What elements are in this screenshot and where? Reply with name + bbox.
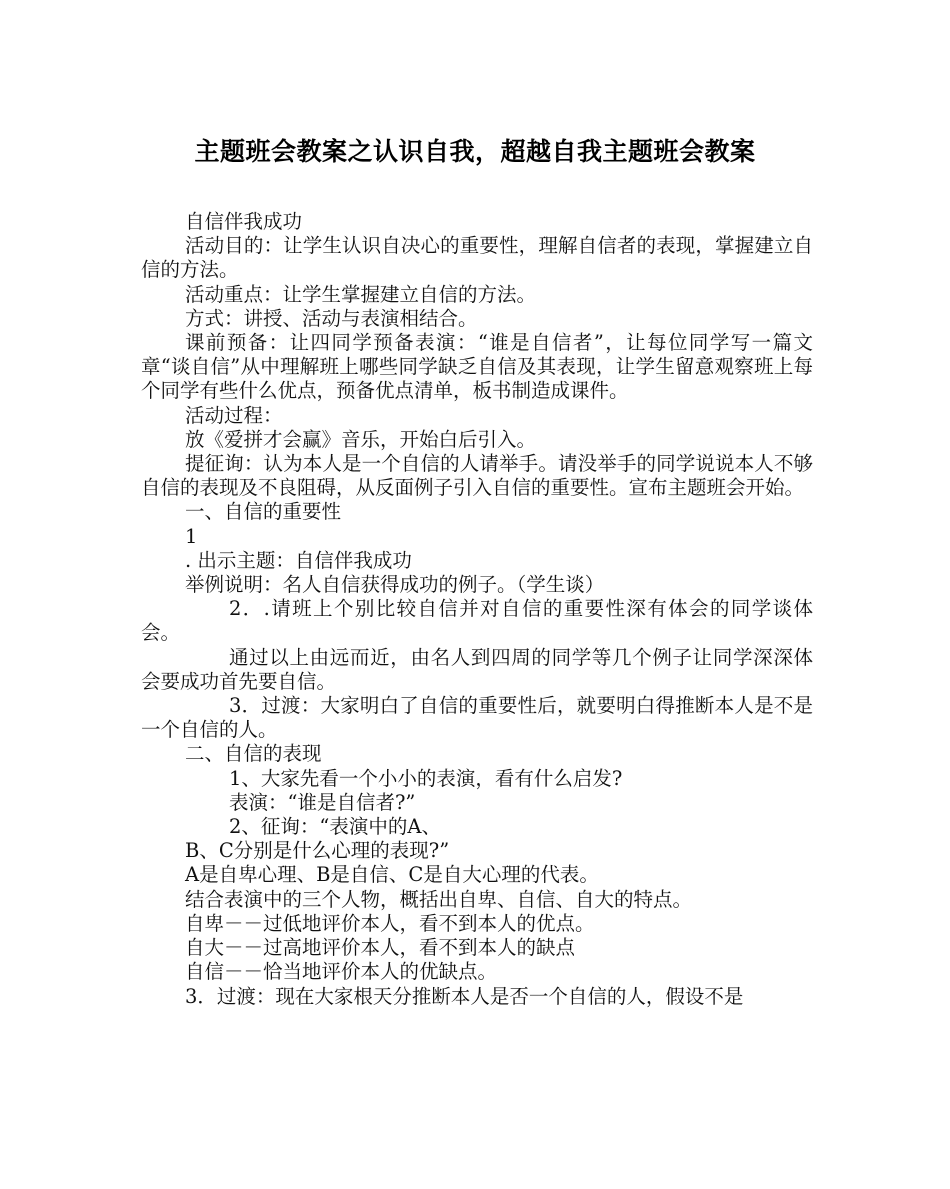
paragraph-features: 结合表演中的三个人物，概括出自卑、自信、自大的特点。 — [185, 887, 693, 911]
paragraph-music: 放《爱拼才会赢》音乐，开始白后引入。 — [185, 427, 537, 451]
paragraph-show-theme: . 出示主题：自信伴我成功 — [185, 548, 412, 572]
paragraph-question: 提征询：认为本人是一个自信的人请举手。请没举手的同学说说本人不够自信的表现及不良阻碍，从反面例子引入自信的重要性。宣布主题班会开始。 — [141, 452, 813, 500]
paragraph-transition-2: 3．过渡：现在大家根天分推断本人是否一个自信的人，假设不是 — [185, 984, 744, 1008]
paragraph-summary: 通过以上由远而近，由名人到四周的同学等几个例子让同学深深体会要成功首先要自信。 — [141, 645, 813, 693]
paragraph-abc: A是自卑心理、B是自信、C是自大心理的代表。 — [185, 863, 599, 887]
paragraph-method: 方式：讲授、活动与表演相结合。 — [185, 306, 478, 330]
paragraph-objective: 活动目的：让学生认识自决心的重要性，理解自信者的表现，掌握建立自信的方法。 — [141, 234, 813, 282]
paragraph-number-1: 1 — [185, 524, 198, 548]
document-title: 主题班会教案之认识自我，超越自我主题班会教案 — [194, 137, 756, 166]
paragraph-transition-1: 3．过渡：大家明白了自信的重要性后，就要明白得推断本人是不是一个自信的人。 — [141, 694, 813, 742]
paragraph-ask: 2、征询：“表演中的A、 — [229, 815, 441, 839]
paragraph-arrogance: 自大－－过高地评价本人，看不到本人的缺点 — [185, 936, 576, 960]
paragraph-theme: 自信伴我成功 — [185, 210, 303, 233]
paragraph-item-2: 2．.请班上个别比较自信并对自信的重要性深有体会的同学谈体会。 — [141, 597, 813, 645]
paragraph-ask-cont: B、C分别是什么心理的表现?” — [185, 839, 450, 863]
section-heading-performance: 二、自信的表现 — [185, 742, 322, 766]
paragraph-focus: 活动重点：让学生掌握建立自信的方法。 — [185, 282, 537, 306]
paragraph-inferiority: 自卑－－过低地评价本人，看不到本人的优点。 — [185, 911, 595, 935]
paragraph-show: 1、大家先看一个小小的表演，看有什么启发? — [229, 766, 623, 790]
paragraph-preparation: 课前预备：让四同学预备表演：“谁是自信者”，让每位同学写一篇文章“谈自信”从中理解班上哪些同学缺乏自信及其表现，让学生留意观察班上每个同学有些什么优点，预备优点清单，板书制造成课件。 — [141, 331, 813, 403]
paragraph-act: 表演：“谁是自信者?” — [229, 790, 416, 814]
section-heading-importance: 一、自信的重要性 — [185, 500, 342, 524]
paragraph-process-heading: 活动过程： — [185, 403, 283, 427]
document-body — [141, 210, 813, 1009]
paragraph-example: 举例说明：名人自信获得成功的例子。（学生谈） — [185, 573, 605, 597]
paragraph-confidence: 自信－－恰当地评价本人的优缺点。 — [185, 960, 498, 984]
